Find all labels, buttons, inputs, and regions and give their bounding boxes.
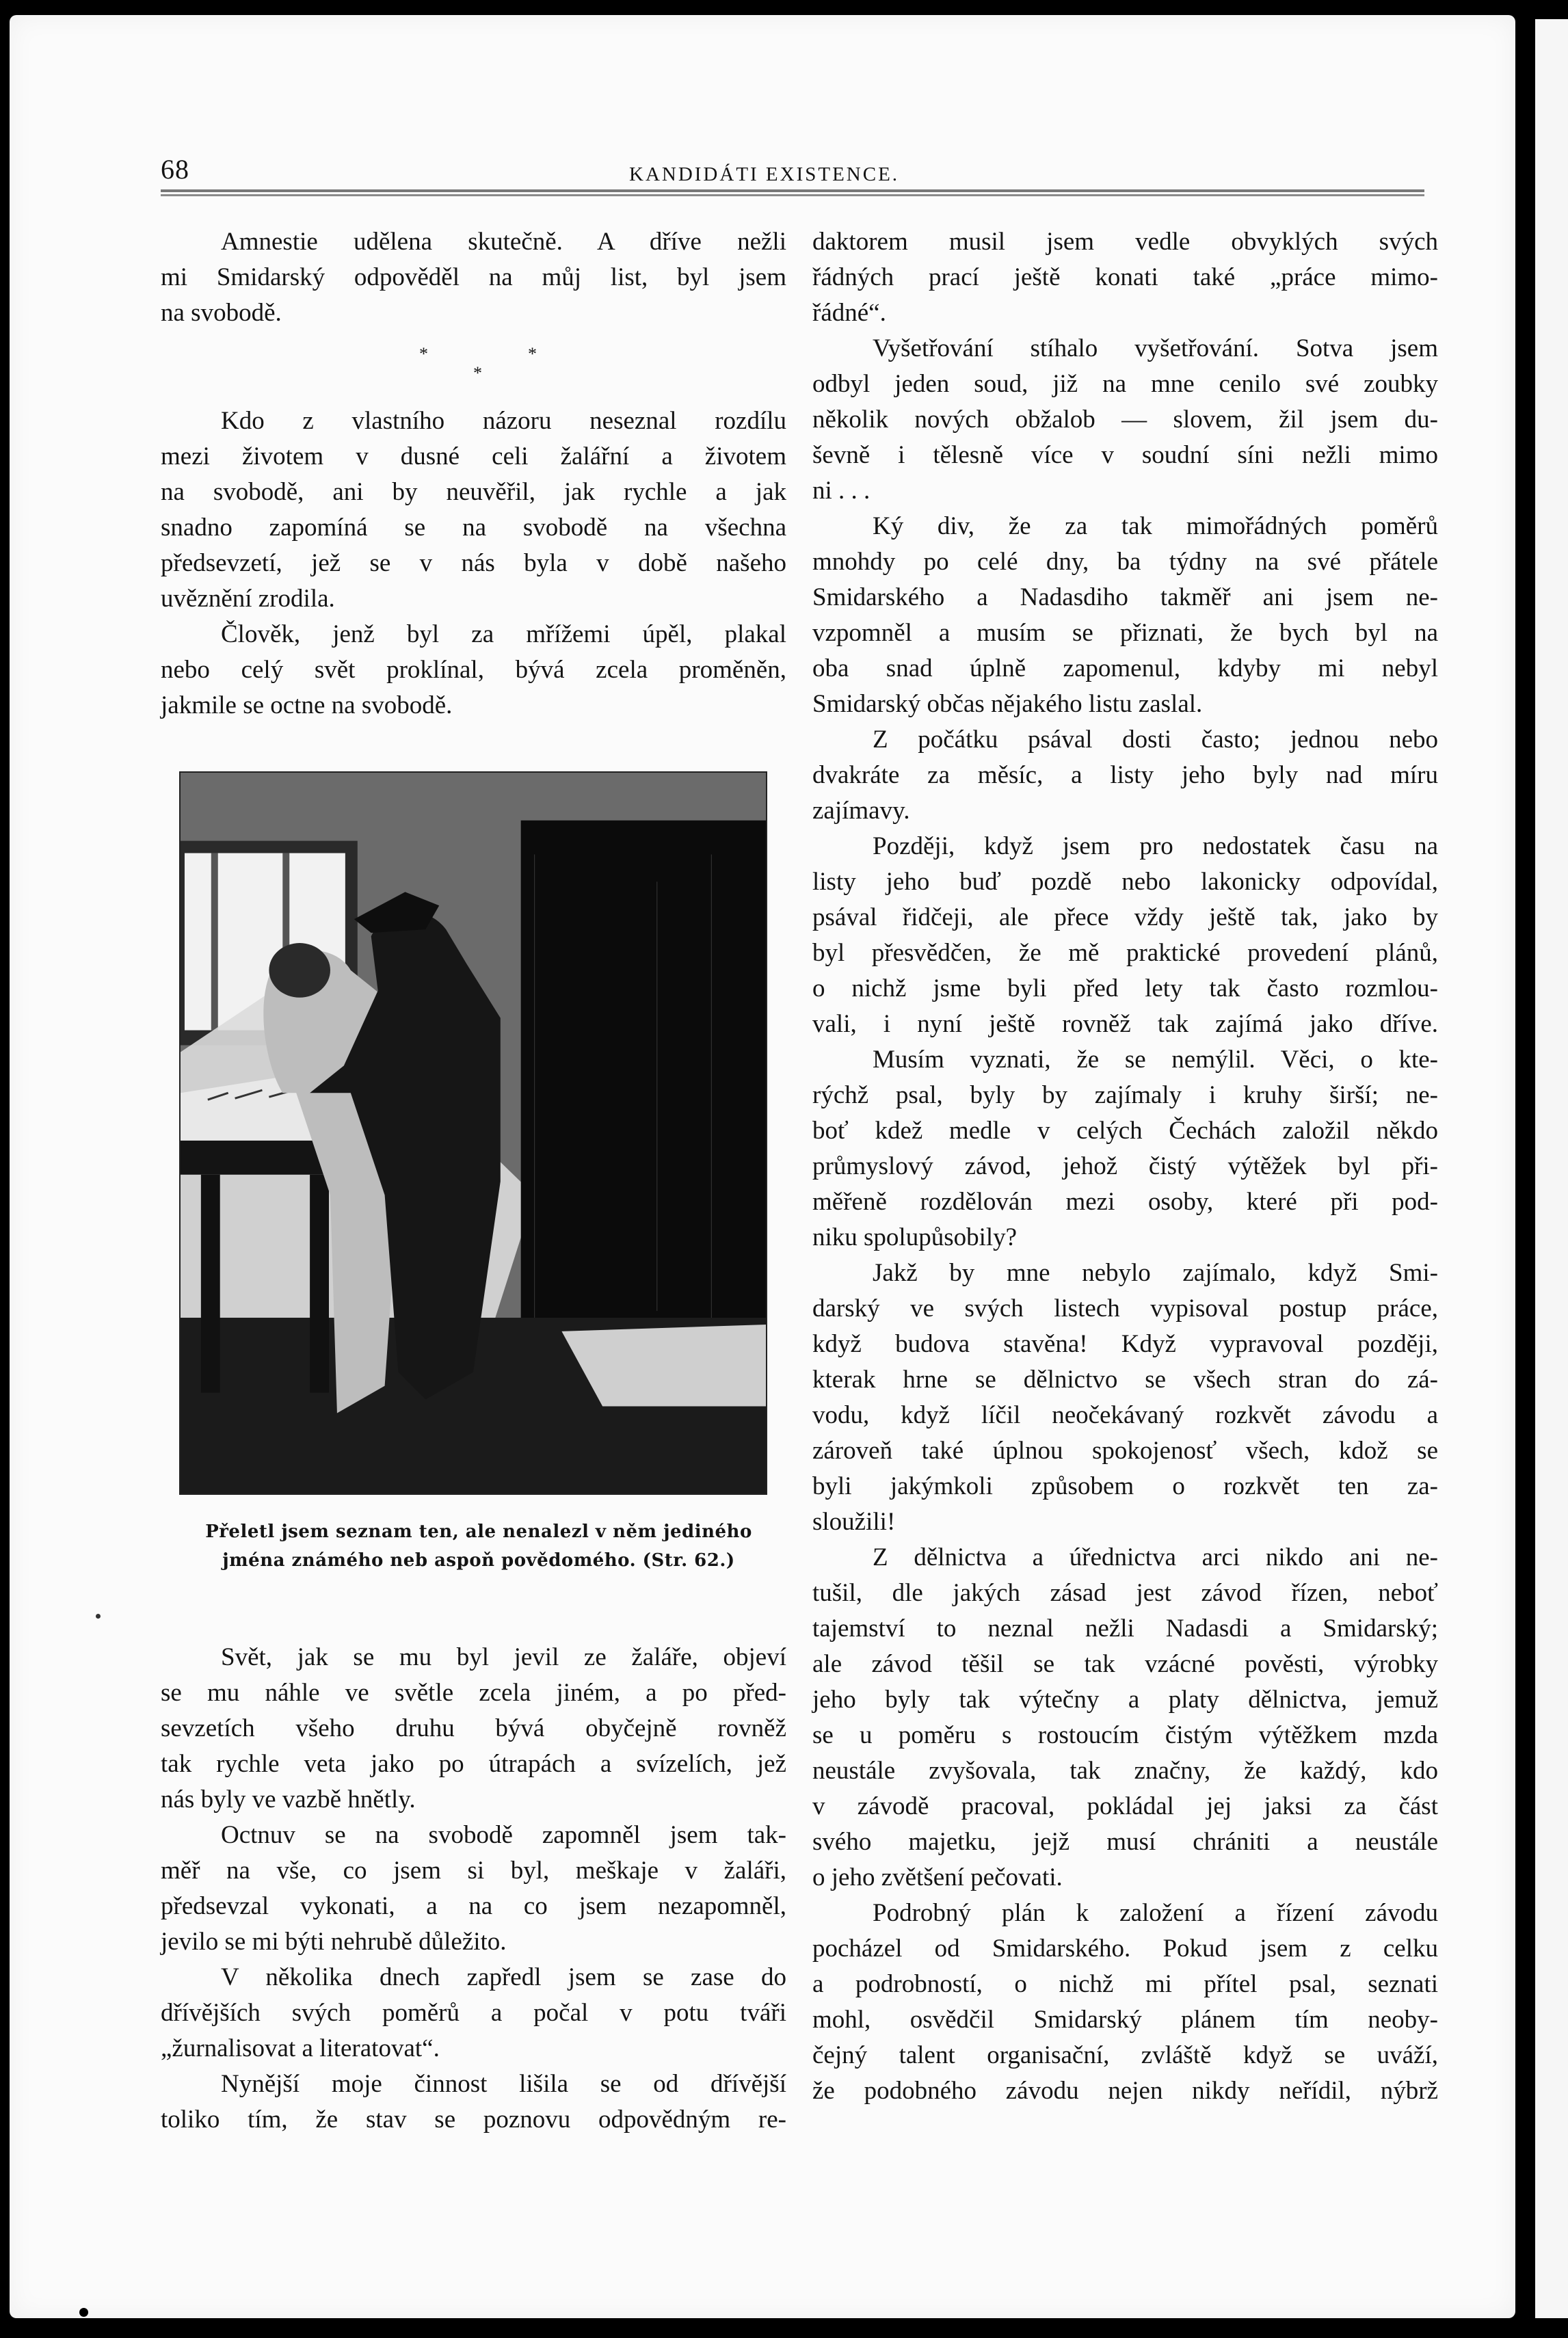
section-separator bbox=[161, 345, 786, 386]
text-line: jeho byly tak výtečny a platy dělnictva, jemuž bbox=[812, 1686, 1438, 1714]
text-line: o jeho zvětšení pečovati. bbox=[812, 1863, 1063, 1891]
text-line: zajímavy. bbox=[812, 797, 910, 825]
text-line: a podrobností, o nichž mi přítel psal, seznati bbox=[812, 1970, 1438, 1998]
text-line: Z dělnictva a úřednictva arci nikdo ani ne- bbox=[873, 1543, 1438, 1571]
text-line: několik nových obžalob — slovem, žil jsem du- bbox=[812, 406, 1438, 434]
text-line: tak rychle veta jako po útrapách a svízelích, jež bbox=[161, 1750, 786, 1778]
asterisk: * bbox=[419, 344, 428, 364]
text-line: sloužili! bbox=[812, 1508, 896, 1536]
text-line: Smidarského a Nadasdiho takměř ani jsem ne- bbox=[812, 583, 1438, 611]
text-line: nás byly ve vazbě hnětly. bbox=[161, 1785, 416, 1814]
page-number: 68 bbox=[161, 154, 189, 185]
header-rule-top bbox=[161, 189, 1424, 192]
text-line: že podobného závodu nejen nikdy neřídil, nýbrž bbox=[812, 2077, 1438, 2105]
text-line: byl přesvědčen, že mě praktické provedení plánů, bbox=[812, 939, 1438, 967]
text-line: se mu náhle ve světle zcela jiném, a po před- bbox=[161, 1679, 786, 1707]
text-line: daktorem musil jsem vedle obvyklých svých bbox=[812, 228, 1438, 256]
text-line: vzpomněl a musím se přiznati, že bych byl na bbox=[812, 619, 1438, 647]
text-line: V několika dnech zapředl jsem se zase do bbox=[221, 1963, 786, 1991]
text-line: nebo celý svět proklínal, bývá zcela proměněn, bbox=[161, 656, 786, 684]
illustration-caption-line: Přeletl jsem seznam ten, ale nenalezl v něm jediného bbox=[205, 1522, 752, 1542]
text-line: na svobodě, ani by neuvěřil, jak rychle a jak bbox=[161, 478, 786, 506]
text-line: odbyl jeden soud, již na mne cenilo své zoubky bbox=[812, 370, 1438, 398]
text-line: Z počátku psával dosti často; jednou nebo bbox=[873, 726, 1438, 754]
asterisk: * bbox=[528, 344, 537, 364]
text-line: Kdo z vlastního názoru neseznal rozdílu bbox=[221, 407, 786, 435]
text-line: průmyslový závod, jehož čistý výtěžek byl při- bbox=[812, 1152, 1438, 1180]
asterisk: * bbox=[473, 363, 482, 383]
text-line: na svobodě. bbox=[161, 299, 282, 327]
text-line: dvakráte za měsíc, a listy jeho byly nad míru bbox=[812, 761, 1438, 789]
text-line: Nynější moje činnost lišila se od dřívější bbox=[221, 2070, 786, 2098]
text-line: Smidarský občas nějakého listu zaslal. bbox=[812, 690, 1203, 718]
text-line: byli jakýmkoli způsobem o rozkvět ten za- bbox=[812, 1472, 1438, 1500]
text-line: Musím vyznati, že se nemýlil. Věci, o kte- bbox=[873, 1046, 1438, 1074]
text-line: dřívějších svých poměrů a počal v potu tváři bbox=[161, 1999, 786, 2027]
text-line: oba snad úplně zapomenul, kdyby mi nebyl bbox=[812, 654, 1438, 682]
text-line: když budova stavěna! Když vypravoval později, bbox=[812, 1330, 1438, 1358]
text-line: řádných prací ještě konati také „práce mimo- bbox=[812, 263, 1438, 291]
text-line: předsevzal vykonati, a na co jsem nezapomněl, bbox=[161, 1892, 786, 1920]
text-line: jakmile se octne na svobodě. bbox=[161, 691, 453, 719]
text-line: boť kdež medle v celých Čechách založil někdo bbox=[812, 1117, 1438, 1145]
illustration-engraving bbox=[179, 771, 767, 1495]
text-line: o nichž jsme byli před lety tak často rozmlou- bbox=[812, 974, 1438, 1002]
text-line: mezi životem v dusné celi žalářní a životem bbox=[161, 442, 786, 470]
text-line: tajemství to neznal nežli Nadasdi a Smidarský; bbox=[812, 1615, 1438, 1643]
text-line: Amnestie udělena skutečně. A dříve nežli bbox=[221, 228, 786, 256]
text-line: Svět, jak se mu byl jevil ze žaláře, objeví bbox=[221, 1643, 786, 1671]
text-line: řádné“. bbox=[812, 299, 886, 327]
text-line: ševně i tělesně více v soudní síni nežli mimo bbox=[812, 441, 1438, 469]
text-line: ni . . . bbox=[812, 477, 871, 505]
engraving-two-men-at-table-icon bbox=[181, 773, 766, 1493]
running-title: KANDIDÁTI EXISTENCE. bbox=[629, 163, 900, 185]
text-line: mohl, osvědčil Smidarský plánem tím neoby- bbox=[812, 2006, 1438, 2034]
text-line: neustále zvyšovala, tak značny, že každý, kdo bbox=[812, 1757, 1438, 1785]
text-line: kterak hrne se dělnictvo se všech stran do zá- bbox=[812, 1366, 1438, 1394]
text-line: čejný talent organisační, zvláště když se uváží, bbox=[812, 2041, 1438, 2069]
text-line: Octnuv se na svobodě zapomněl jsem tak- bbox=[221, 1821, 786, 1849]
text-line: ale závod těšil se tak vzácné pověsti, výrobky bbox=[812, 1650, 1438, 1678]
text-line: Podrobný plán k založení a řízení závodu bbox=[873, 1899, 1438, 1927]
text-line: toliko tím, že stav se poznovu odpovědným re- bbox=[161, 2105, 786, 2134]
text-line: Později, když jsem pro nedostatek času na bbox=[873, 832, 1438, 860]
text-line: rýchž psal, byly by zajímaly i kruhy širší; ne- bbox=[812, 1081, 1438, 1109]
text-line: pocházel od Smidarského. Pokud jsem z celku bbox=[812, 1935, 1438, 1963]
text-line: Jakž by mne nebylo zajímalo, když Smi- bbox=[873, 1259, 1438, 1287]
text-line: psával řidčeji, ale přece vždy ještě tak, jako by bbox=[812, 903, 1438, 931]
text-line: Ký div, že za tak mimořádných poměrů bbox=[873, 512, 1438, 540]
text-line: zároveň také úplnou spokojenosť všech, kdož se bbox=[812, 1437, 1438, 1465]
text-line: vali, i nyní ještě rovněž tak zajímá jako dříve. bbox=[812, 1010, 1438, 1038]
text-line: Člověk, jenž byl za mřížemi úpěl, plakal bbox=[221, 620, 786, 648]
text-line: darský ve svých listech vypisoval postup práce, bbox=[812, 1294, 1438, 1323]
text-line: jevilo se mi býti nehrubě důležito. bbox=[161, 1928, 507, 1956]
text-line: v závodě pracoval, pokládal jej jaksi za část bbox=[812, 1792, 1438, 1820]
header-rule-bottom bbox=[161, 194, 1424, 196]
text-line: měř na vše, co jsem si byl, meškaje v žaláři, bbox=[161, 1857, 786, 1885]
text-line: mnohdy po celé dny, ba týdny na své přátele bbox=[812, 548, 1438, 576]
text-line: svého majetku, jejž musí chrániti a neustále bbox=[812, 1828, 1438, 1856]
text-line: Vyšetřování stíhalo vyšetřování. Sotva jsem bbox=[873, 334, 1438, 362]
text-line: se u poměru s rostoucím čistým výtěžkem mzda bbox=[812, 1721, 1438, 1749]
text-line: mi Smidarský odpověděl na můj list, byl jsem bbox=[161, 263, 786, 291]
text-line: listy jeho buď pozdě nebo lakonicky odpovídal, bbox=[812, 868, 1438, 896]
text-line: snadno zapomíná se na svobodě na všechna bbox=[161, 514, 786, 542]
scan-speck bbox=[96, 1614, 101, 1619]
text-line: sevzetích všeho druhu bývá obyčejně rovněž bbox=[161, 1714, 786, 1742]
text-line: vodu, když líčil neočekávaný rozkvět závodu a bbox=[812, 1401, 1438, 1429]
text-line: uvěznění zrodila. bbox=[161, 585, 335, 613]
illustration-caption-line: jména známého neb aspoň povědomého. (Str. 62.) bbox=[222, 1550, 735, 1571]
text-line: tušil, dle jakých zásad jest závod řízen, neboť bbox=[812, 1579, 1438, 1607]
scan-speck bbox=[79, 2308, 88, 2317]
adjacent-page-edge bbox=[1535, 19, 1568, 2318]
text-line: měřeně rozdělován mezi osoby, které při pod- bbox=[812, 1188, 1438, 1216]
text-line: „žurnalisovat a literatovat“. bbox=[161, 2034, 440, 2062]
text-line: předsevzetí, jež se v nás byla v době našeho bbox=[161, 549, 786, 577]
text-line: niku spolupůsobily? bbox=[812, 1223, 1018, 1251]
